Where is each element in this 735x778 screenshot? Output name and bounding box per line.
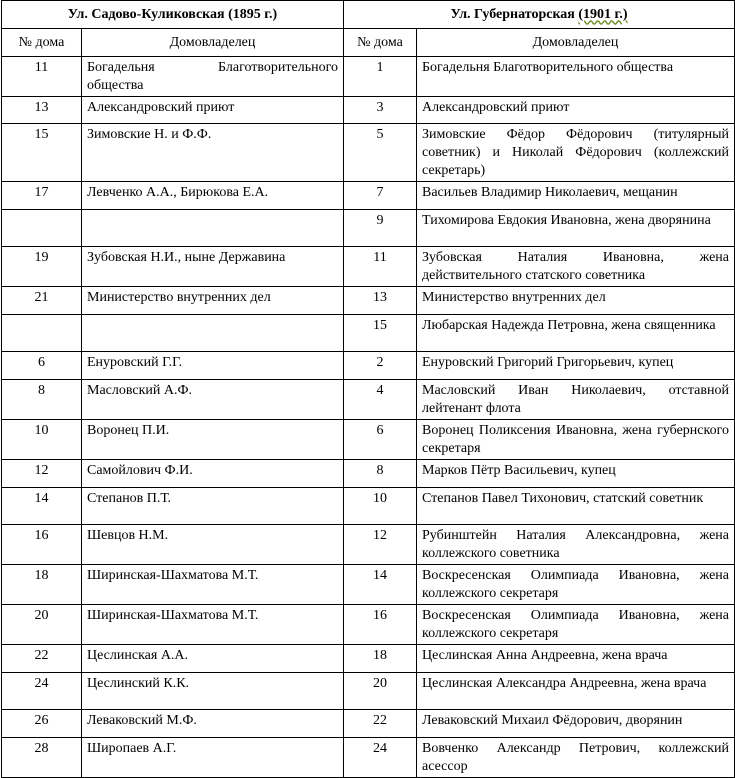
left-homeowner: Левченко А.А., Бирюкова Е.А.	[82, 182, 344, 210]
right-house-number: 20	[344, 673, 417, 710]
table-row	[2, 460, 735, 488]
left-homeowner	[82, 315, 344, 352]
left-house-number: 22	[2, 645, 82, 673]
left-homeowner: Самойлович Ф.И.	[82, 460, 344, 488]
left-house-number	[2, 315, 82, 352]
table-row	[2, 565, 735, 605]
right-homeowner: Тихомирова Евдокия Ивановна, жена дворянина	[417, 210, 735, 247]
left-house-number: 16	[2, 525, 82, 565]
left-homeowner: Александровский приют	[82, 97, 344, 124]
left-homeowner: Степанов П.Т.	[82, 488, 344, 525]
left-homeowner: Широпаев А.Г.	[82, 738, 344, 778]
right-street-name: Ул. Губернаторская	[450, 6, 575, 22]
left-house-number: 19	[2, 247, 82, 287]
right-homeowner: Зимовские Фёдор Фёдорович (титулярный советник) и Николай Фёдорович (коллежский секретарь)	[417, 124, 735, 182]
left-house-number: 20	[2, 605, 82, 645]
table-row	[2, 97, 735, 124]
left-house-number: 14	[2, 488, 82, 525]
right-homeowner: Воронец Поликсения Ивановна, жена губернского секретаря	[417, 420, 735, 460]
table-body	[2, 57, 735, 778]
table-row	[2, 247, 735, 287]
right-homeowner: Министерство внутренних дел	[417, 287, 735, 315]
table-row	[2, 124, 735, 182]
left-homeowner: Цеслинская А.А.	[82, 645, 344, 673]
table-row	[2, 420, 735, 460]
table-row	[2, 525, 735, 565]
right-homeowner: Васильев Владимир Николаевич, мещанин	[417, 182, 735, 210]
table-row	[2, 380, 735, 420]
left-house-number: 28	[2, 738, 82, 778]
left-house-number: 6	[2, 352, 82, 380]
right-homeowner: Масловский Иван Николаевич, отставной лейтенант флота	[417, 380, 735, 420]
right-homeowner: Цеслинская Анна Андреевна, жена врача	[417, 645, 735, 673]
left-homeowner: Зубовская Н.И., ныне Державина	[82, 247, 344, 287]
right-house-number: 16	[344, 605, 417, 645]
right-homeowner: Енуровский Григорий Григорьевич, купец	[417, 352, 735, 380]
table-row	[2, 605, 735, 645]
left-house-number	[2, 210, 82, 247]
right-house-number: 2	[344, 352, 417, 380]
right-house-number: 12	[344, 525, 417, 565]
left-homeowner: Ширинская-Шахматова М.Т.	[82, 605, 344, 645]
table-row	[2, 182, 735, 210]
left-homeowner: Ширинская-Шахматова М.Т.	[82, 565, 344, 605]
right-house-number: 3	[344, 97, 417, 124]
table-row	[2, 287, 735, 315]
right-house-number: 4	[344, 380, 417, 420]
table-row	[2, 710, 735, 738]
right-homeowner: Богадельня Благотворительного общества	[417, 57, 735, 97]
right-house-number: 7	[344, 182, 417, 210]
right-house-number: 24	[344, 738, 417, 778]
left-homeowner: Масловский А.Ф.	[82, 380, 344, 420]
left-homeowner: Леваковский М.Ф.	[82, 710, 344, 738]
left-owner-header: Домовладелец	[82, 29, 344, 57]
table-row	[2, 645, 735, 673]
right-house-number: 13	[344, 287, 417, 315]
left-homeowner	[82, 210, 344, 247]
right-homeowner: Леваковский Михаил Фёдорович, дворянин	[417, 710, 735, 738]
homeowners-table	[1, 0, 735, 778]
right-street-header	[344, 1, 735, 29]
table-row	[2, 352, 735, 380]
right-homeowner: Воскресенская Олимпиада Ивановна, жена коллежского секретаря	[417, 565, 735, 605]
street-header-row	[2, 1, 735, 29]
table-row	[2, 210, 735, 247]
right-homeowner: Рубинштейн Наталия Александровна, жена коллежского советника	[417, 525, 735, 565]
left-homeowner: Енуровский Г.Г.	[82, 352, 344, 380]
right-num-header: № дома	[344, 29, 417, 57]
right-homeowner: Вовченко Александр Петрович, коллежский асессор	[417, 738, 735, 778]
left-house-number: 26	[2, 710, 82, 738]
table-row	[2, 57, 735, 97]
left-house-number: 18	[2, 565, 82, 605]
right-homeowner: Зубовская Наталия Ивановна, жена действительного статского советника	[417, 247, 735, 287]
left-house-number: 13	[2, 97, 82, 124]
left-house-number: 11	[2, 57, 82, 97]
right-house-number: 18	[344, 645, 417, 673]
left-house-number: 24	[2, 673, 82, 710]
left-house-number: 12	[2, 460, 82, 488]
table-row	[2, 673, 735, 710]
right-house-number: 11	[344, 247, 417, 287]
right-street-year: (1901 г.)	[578, 6, 628, 22]
right-homeowner: Цеслинская Александра Андреевна, жена врача	[417, 673, 735, 710]
left-house-number: 15	[2, 124, 82, 182]
right-house-number: 9	[344, 210, 417, 247]
table-row	[2, 738, 735, 778]
right-house-number: 14	[344, 565, 417, 605]
right-homeowner: Воскресенская Олимпиада Ивановна, жена коллежского секретаря	[417, 605, 735, 645]
left-num-header: № дома	[2, 29, 82, 57]
right-homeowner: Любарская Надежда Петровна, жена священника	[417, 315, 735, 352]
right-homeowner: Степанов Павел Тихонович, статский советник	[417, 488, 735, 525]
left-homeowner: Цеслинский К.К.	[82, 673, 344, 710]
right-homeowner: Марков Пётр Васильевич, купец	[417, 460, 735, 488]
table-row	[2, 315, 735, 352]
right-house-number: 5	[344, 124, 417, 182]
left-homeowner: Шевцов Н.М.	[82, 525, 344, 565]
column-header-row	[2, 29, 735, 57]
left-house-number: 17	[2, 182, 82, 210]
right-owner-header: Домовладелец	[417, 29, 735, 57]
right-homeowner: Александровский приют	[417, 97, 735, 124]
right-house-number: 8	[344, 460, 417, 488]
left-street-header: Ул. Садово-Куликовская (1895 г.)	[2, 1, 344, 29]
right-house-number: 1	[344, 57, 417, 97]
left-homeowner: Воронец П.И.	[82, 420, 344, 460]
right-house-number: 10	[344, 488, 417, 525]
left-homeowner: Богадельня Благотворительного общества	[82, 57, 344, 97]
left-house-number: 8	[2, 380, 82, 420]
left-homeowner: Зимовские Н. и Ф.Ф.	[82, 124, 344, 182]
right-house-number: 15	[344, 315, 417, 352]
left-house-number: 10	[2, 420, 82, 460]
right-house-number: 22	[344, 710, 417, 738]
table-row	[2, 488, 735, 525]
left-homeowner: Министерство внутренних дел	[82, 287, 344, 315]
left-house-number: 21	[2, 287, 82, 315]
right-house-number: 6	[344, 420, 417, 460]
